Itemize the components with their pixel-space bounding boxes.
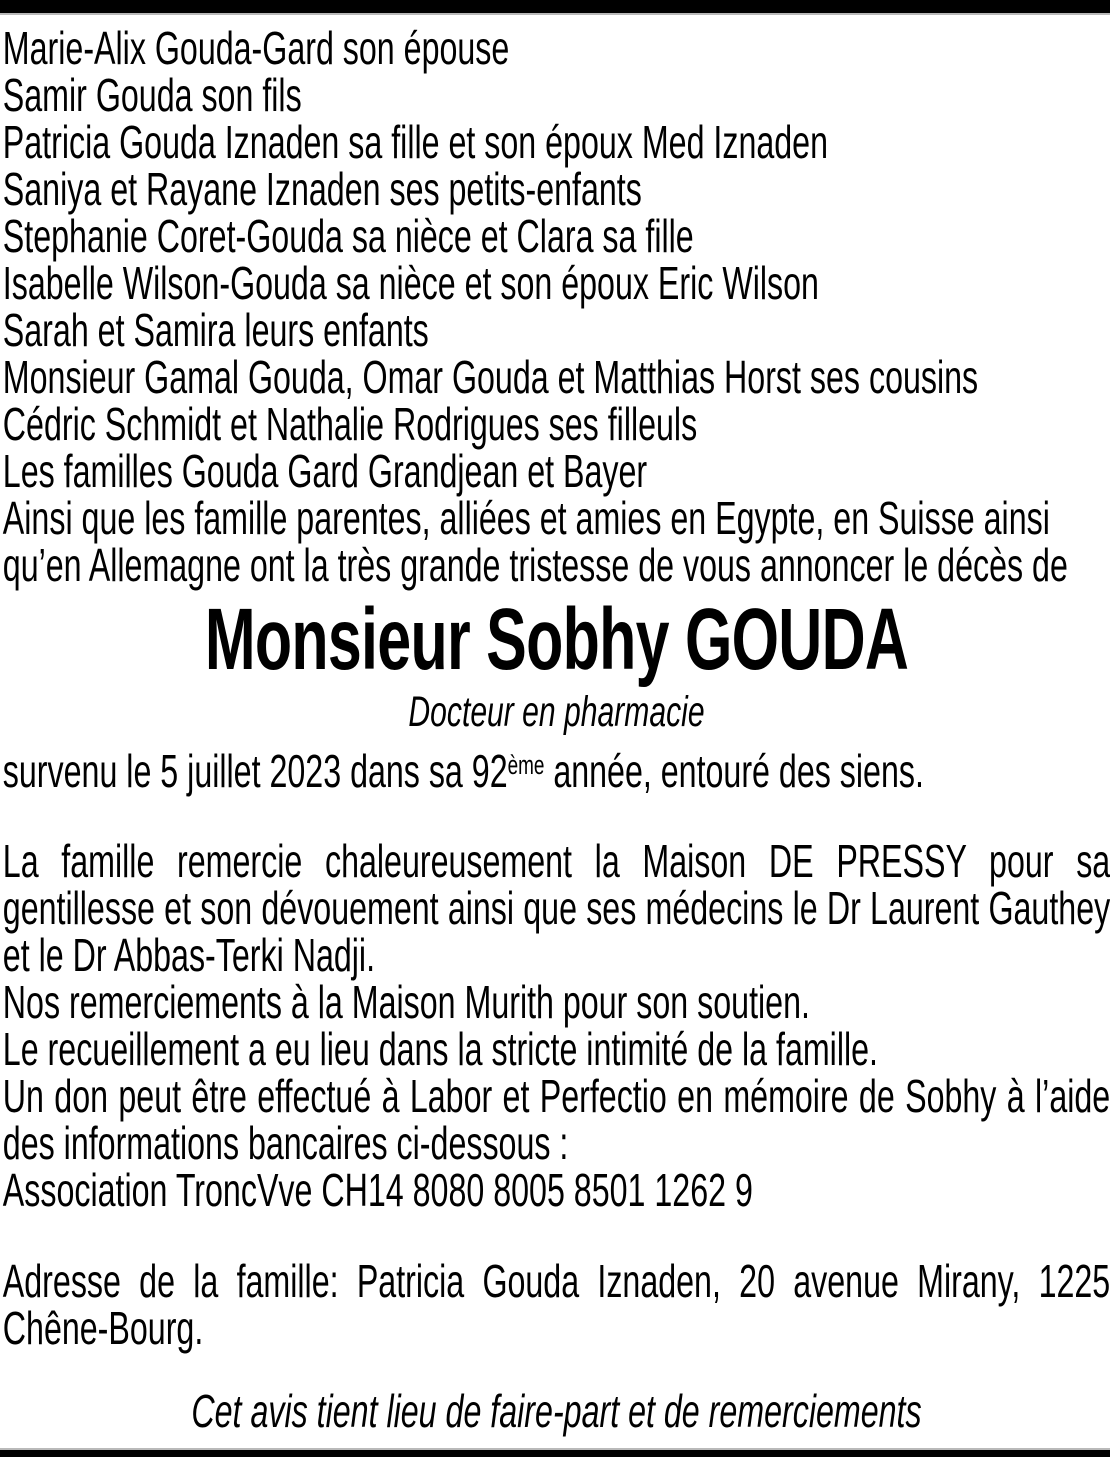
family-address bbox=[2, 1255, 1110, 1354]
relative-line: Stephanie Coret-Gouda sa nièce et Clara sa fille bbox=[2, 210, 694, 262]
obituary-notice bbox=[0, 15, 1110, 1435]
thanks-line: Nos remerciements à la Maison Murith pour son soutien. bbox=[2, 976, 810, 1028]
thanks-line: et le Dr Abbas-Terki Nadji. bbox=[2, 929, 376, 981]
donation-line: des informations bancaires ci-dessous : bbox=[2, 1117, 569, 1169]
address-line: Adresse de la famille: Patricia Gouda Iznaden, 20 avenue Mirany, 1225 bbox=[2, 1255, 1110, 1307]
deceased-name: Monsieur Sobhy GOUDA bbox=[204, 591, 909, 688]
deceased-title: Docteur en pharmacie bbox=[408, 688, 705, 736]
relative-line: Saniya et Rayane Iznaden ses petits-enfants bbox=[2, 163, 642, 215]
ordinal-superscript: ème bbox=[507, 750, 545, 781]
closing-notice: Cet avis tient lieu de faire-part et de remerciements bbox=[191, 1385, 922, 1437]
death-date-line bbox=[2, 745, 1110, 797]
announcement-line: qu’en Allemagne ont la très grande tristesse de vous annoncer le décès de bbox=[2, 539, 1068, 591]
thanks-line: Le recueillement a eu lieu dans la stricte intimité de la famille. bbox=[2, 1023, 879, 1075]
relative-line: Sarah et Samira leurs enfants bbox=[2, 304, 429, 356]
relative-line: Les familles Gouda Gard Grandjean et Bayer bbox=[2, 445, 648, 497]
thanks-line: gentillesse et son dévouement ainsi que ses médecins le Dr Laurent Gauthey bbox=[2, 882, 1110, 934]
thanks-paragraph bbox=[2, 835, 1110, 1216]
donation-line: Un don peut être effectué à Labor et Perfectio en mémoire de Sobhy à l’aide bbox=[2, 1070, 1110, 1122]
relatives-list bbox=[2, 22, 1110, 591]
relative-line: Samir Gouda son fils bbox=[2, 69, 302, 121]
announcement-line: Ainsi que les famille parentes, alliées et amies en Egypte, en Suisse ainsi bbox=[2, 492, 1050, 544]
relative-line: Marie-Alix Gouda-Gard son épouse bbox=[2, 22, 510, 74]
top-border-bar bbox=[0, 0, 1110, 15]
death-date-text: survenu le 5 juillet 2023 dans sa 92 bbox=[2, 745, 508, 797]
death-date-text: année, entouré des siens. bbox=[544, 745, 924, 797]
relative-line: Isabelle Wilson-Gouda sa nièce et son époux Eric Wilson bbox=[2, 257, 819, 309]
relative-line: Cédric Schmidt et Nathalie Rodrigues ses filleuls bbox=[2, 398, 698, 450]
address-line: Chêne-Bourg. bbox=[2, 1302, 204, 1354]
relative-line: Monsieur Gamal Gouda, Omar Gouda et Matthias Horst ses cousins bbox=[2, 351, 979, 403]
relative-line: Patricia Gouda Iznaden sa fille et son époux Med Iznaden bbox=[2, 116, 829, 168]
bank-account-line: Association TroncVve CH14 8080 8005 8501 1262 9 bbox=[2, 1164, 753, 1216]
bottom-border-bar bbox=[0, 1448, 1110, 1457]
thanks-line: La famille remercie chaleureusement la Maison DE PRESSY pour sa bbox=[2, 835, 1110, 887]
